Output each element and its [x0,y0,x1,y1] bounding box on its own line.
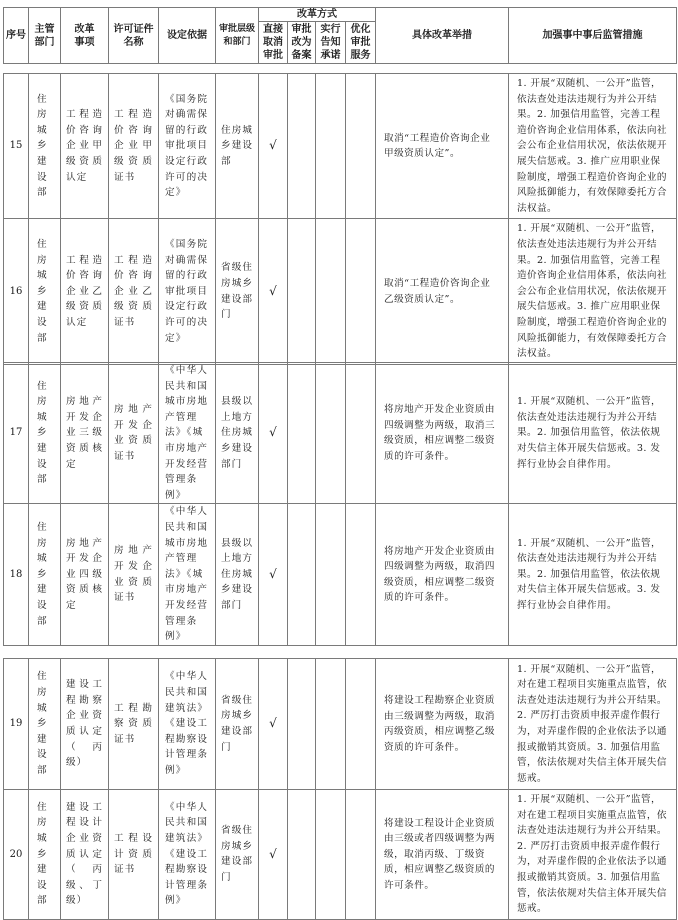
row-basis: 《中华人民共和国城市房地产管理法》《城市房地产开发经营管理条例》 [159,363,216,504]
row-level: 县级以上地方住房城乡建设部门 [216,363,259,504]
table-row [4,74,677,219]
table-segment-c [0,658,678,920]
row-license: 工程造价咨询企业甲级资质证书 [109,74,159,219]
header-mode-optimize: 优化审批服务 [346,22,376,64]
row-basis: 《国务院对确需保留的行政审批项目设定行政许可的决定》 [159,74,216,219]
row-supervision: 1. 开展“双随机、一公开”监管，对在建工程项目实施重点监管，依法查处违法违规行为并公开结果。2. 严厉打击资质申报弄虚作假行为，对弄虚作假的企业依法予以通报或撤销其资质。3. 加强信用监管，依法依规对失信主体开展失信惩戒。 [509,790,677,920]
check-mark-icon: √ [259,659,288,790]
row-filing [288,74,316,219]
row-notify [316,659,346,790]
check-mark-icon: √ [259,790,288,920]
check-mark-icon: √ [259,504,288,645]
row-license: 工程勘察资质证书 [109,659,159,790]
row-supervision: 1. 开展“双随机、一公开”监管，依法查处违法违规行为并公开结果。2. 加强信用监管，完善工程造价咨询企业信用体系，依法向社会公布企业信用状况，依法依规开展失信惩戒。3. 推广应用职业保险制度，增强工程造价咨询企业的风险抵御能力，有效保障委托方合法权益。 [509,219,677,364]
header-reform-mode: 改革方式 [259,8,376,22]
row-filing [288,504,316,645]
row-optimize [346,219,376,364]
row-level: 省级住房城乡建设部门 [216,790,259,920]
row-notify [316,504,346,645]
header-mode-notify: 实行告知承诺 [316,22,346,64]
header-table [3,7,677,64]
row-supervision: 1. 开展“双随机、一公开”监管，依法查处违法违规行为并公开结果。2. 加强信用监管，完善工程造价咨询企业信用体系，依法向社会公布企业信用状况，依法依规开展失信惩戒。3. 推广应用职业保险制度，增强工程造价咨询企业的风险抵御能力，有效保障委托方合法权益。 [509,74,677,219]
row-level: 省级住房城乡建设部门 [216,219,259,364]
row-dept: 住房城乡建设部 [29,219,61,364]
table-row [4,219,677,364]
row-filing [288,659,316,790]
check-mark-icon: √ [259,74,288,219]
row-item: 建设工程设计企业资质认定（丙级、丁级） [61,790,109,920]
row-license: 工程造价咨询企业乙级资质证书 [109,219,159,364]
row-measures: 将房地产开发企业资质由四级调整为两级，取消四级资质，相应调整二级资质的许可条件。 [376,504,509,645]
row-no: 18 [4,504,29,645]
table-row [4,659,677,790]
row-measures: 将建设工程勘察企业资质由三级调整为两级，取消丙级资质，相应调整乙级资质的许可条件。 [376,659,509,790]
row-basis: 《国务院对确需保留的行政审批项目设定行政许可的决定》 [159,219,216,364]
row-filing [288,219,316,364]
row-notify [316,363,346,504]
header-measures: 具体改革举措 [376,8,509,64]
header-no: 序号 [4,8,29,64]
check-mark-icon: √ [259,219,288,364]
row-optimize [346,504,376,645]
header-item: 改革事项 [61,8,109,64]
row-license: 房地产开发企业资质证书 [109,504,159,645]
table-segment-b [0,362,678,646]
header-level: 审批层级和部门 [216,8,259,64]
row-dept: 住房城乡建设部 [29,790,61,920]
row-measures: 取消“工程造价咨询企业甲级资质认定”。 [376,74,509,219]
row-item: 工程造价咨询企业甲级资质认定 [61,74,109,219]
row-dept: 住房城乡建设部 [29,659,61,790]
row-notify [316,790,346,920]
row-measures: 将房地产开发企业资质由四级调整为两级，取消三级资质，相应调整二级资质的许可条件。 [376,363,509,504]
row-license: 工程设计资质证书 [109,790,159,920]
row-level: 住房城乡建设部 [216,74,259,219]
row-item: 房地产开发企业三级资质核定 [61,363,109,504]
row-measures: 将建设工程设计企业资质由三级或者四级调整为两级，取消丙级、丁级资质，相应调整乙级资质的许可条件。 [376,790,509,920]
row-optimize [346,790,376,920]
row-notify [316,219,346,364]
row-license: 房地产开发企业资质证书 [109,363,159,504]
row-optimize [346,363,376,504]
table-row [4,504,677,645]
row-dept: 住房城乡建设部 [29,363,61,504]
table-row [4,790,677,920]
row-dept: 住房城乡建设部 [29,504,61,645]
check-mark-icon: √ [259,363,288,504]
header-dept: 主管部门 [29,8,61,64]
row-supervision: 1. 开展“双随机、一公开”监管，对在建工程项目实施重点监管，依法查处违法违规行为并公开结果。2. 严厉打击资质申报弄虚作假行为，对弄虚作假的企业依法予以通报或撤销其资质。3. 加强信用监管，依法依规对失信主体开展失信惩戒。 [509,659,677,790]
row-no: 16 [4,219,29,364]
header-mode-filing: 审批改为备案 [288,22,316,64]
row-optimize [346,74,376,219]
row-optimize [346,659,376,790]
row-item: 建设工程勘察企业资质认定（丙级） [61,659,109,790]
row-notify [316,74,346,219]
row-level: 省级住房城乡建设部门 [216,659,259,790]
row-dept: 住房城乡建设部 [29,74,61,219]
row-filing [288,363,316,504]
header-supervision: 加强事中事后监管措施 [509,8,677,64]
row-measures: 取消“工程造价咨询企业乙级资质认定”。 [376,219,509,364]
row-basis: 《中华人民共和国建筑法》《建设工程勘察设计管理条例》 [159,790,216,920]
row-supervision: 1. 开展“双随机、一公开”监管，依法查处违法违规行为并公开结果。2. 加强信用监管，依法依规对失信主体开展失信惩戒。3. 发挥行业协会自律作用。 [509,504,677,645]
row-filing [288,790,316,920]
row-no: 19 [4,659,29,790]
header-mode-cancel: 直接取消审批 [259,22,288,64]
row-supervision: 1. 开展“双随机、一公开”监管，依法查处违法违规行为并公开结果。2. 加强信用监管，依法依规对失信主体开展失信惩戒。3. 发挥行业协会自律作用。 [509,363,677,504]
row-no: 17 [4,363,29,504]
table-header-segment [0,7,678,64]
row-basis: 《中华人民共和国城市房地产管理法》《城市房地产开发经营管理条例》 [159,504,216,645]
row-basis: 《中华人民共和国建筑法》《建设工程勘察设计管理条例》 [159,659,216,790]
row-item: 工程造价咨询企业乙级资质认定 [61,219,109,364]
header-license: 许可证件名称 [109,8,159,64]
row-level: 县级以上地方住房城乡建设部门 [216,504,259,645]
row-no: 20 [4,790,29,920]
rows-table-a [3,73,677,365]
rows-table-b [3,362,677,646]
rows-table-c [3,658,677,920]
row-no: 15 [4,74,29,219]
table-segment-a [0,73,678,365]
header-basis: 设定依据 [159,8,216,64]
table-row [4,363,677,504]
row-item: 房地产开发企业四级资质核定 [61,504,109,645]
